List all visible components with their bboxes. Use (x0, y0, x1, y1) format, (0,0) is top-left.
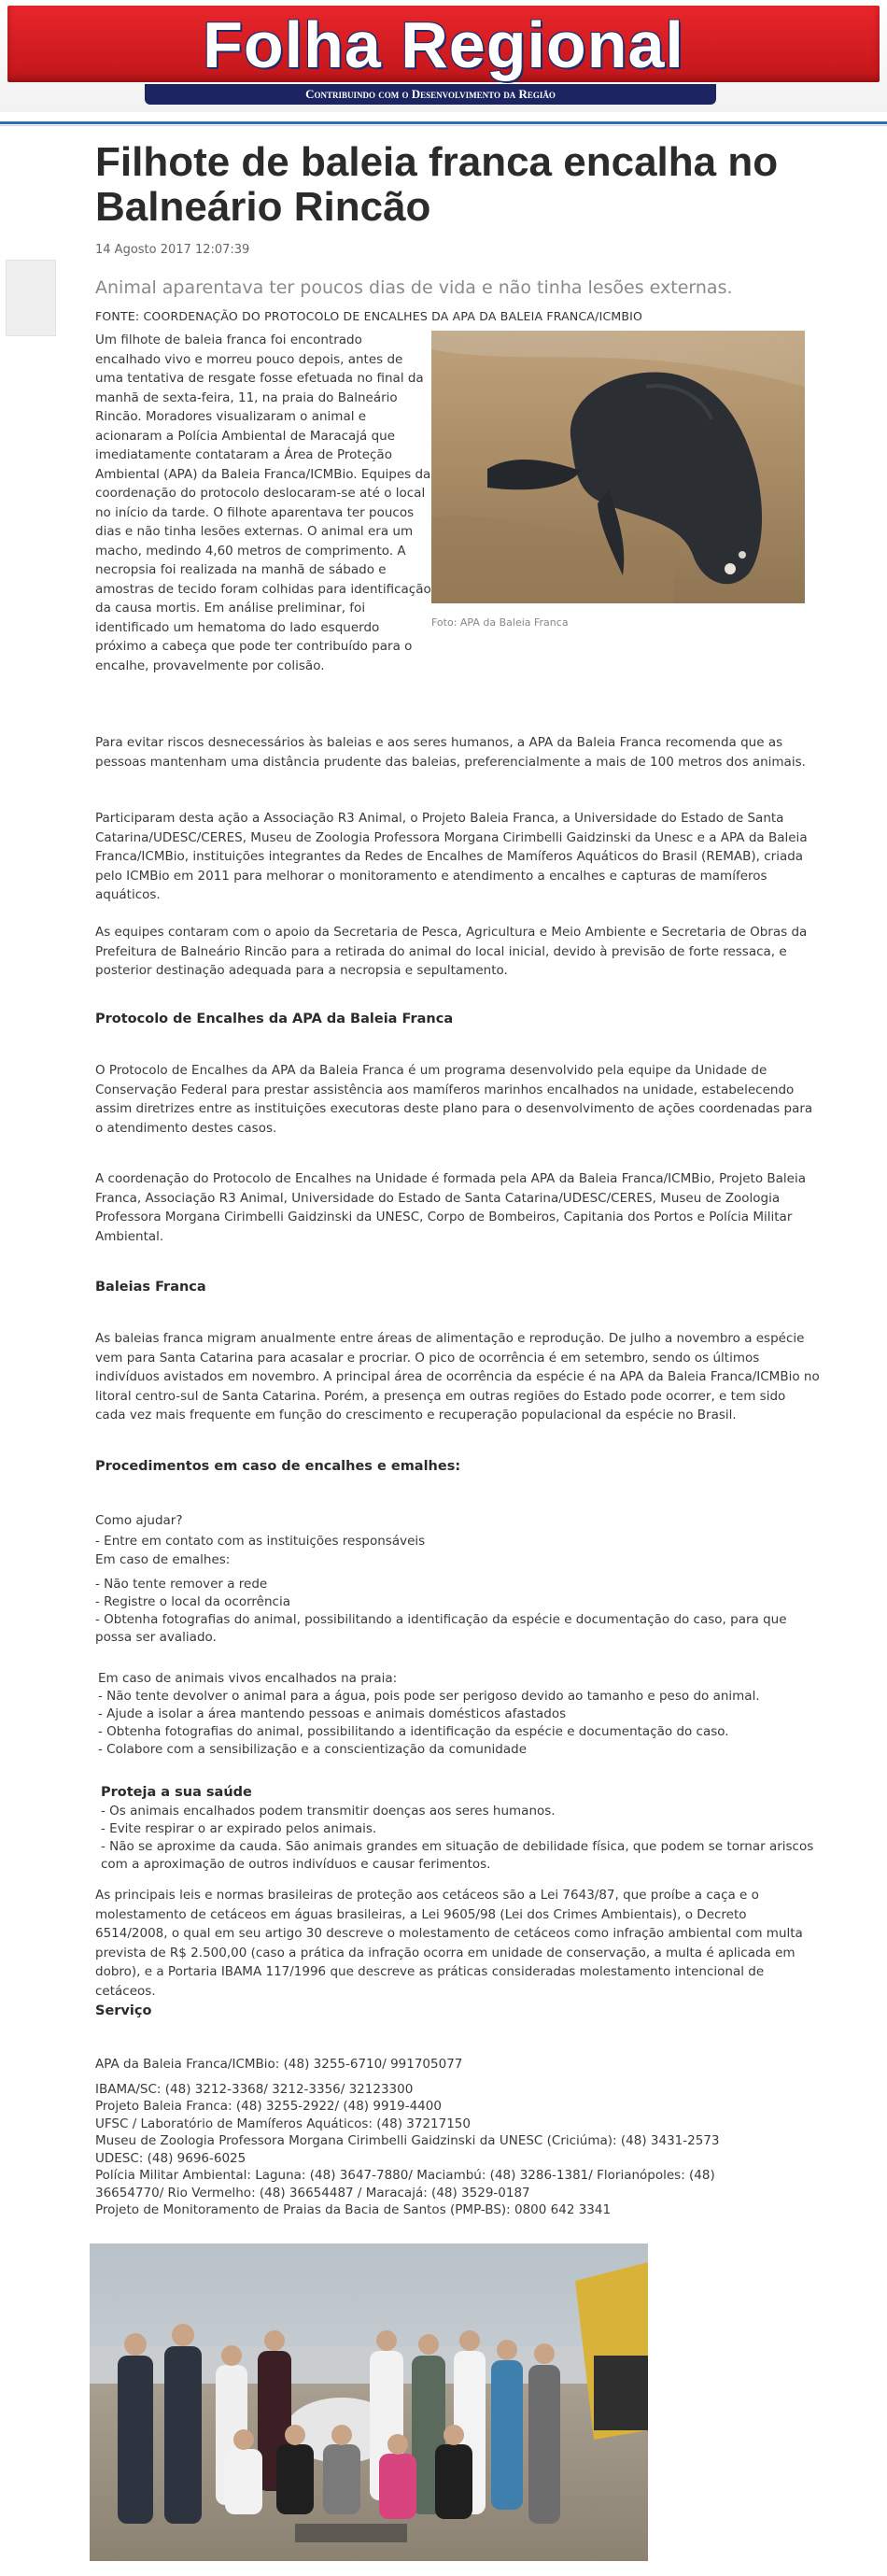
article-title: Filhote de baleia franca encalha no Balneário Rincão (95, 139, 779, 230)
list-item: - Não se aproxime da cauda. São animais grandes em situação de debilidade física, que podem se tornar ariscos com a aproximação de outros indivíduos e causar ferimentos. (101, 1839, 814, 1872)
contact-item: APA da Baleia Franca/ICMBio: (48) 3255-6710/ 991705077 (95, 2057, 463, 2072)
photo-caption: Foto: APA da Baleia Franca (431, 616, 569, 629)
intro-paragraph: Um filhote de baleia franca foi encontrado encalhado vivo e morreu pouco depois, antes de uma tentativa de resgate fosse efetuada no final da manhã de sexta-feira, 11, na praia do Balneário Rincão. Moradores visualizaram o animal e acionaram a Polícia Ambiental de Maracajá que imediatamente contataram a Área de Proteção Ambiental (APA) da Baleia Franca/ICMBio. Equipes da coordenação do protocolo deslocaram-se até o local no início da tarde. O filhote aparentava ter poucos dias e não tinha lesões externas. O animal era um macho, medindo 4,60 metros de comprimento. A necropsia foi realizada na manhã de sábado e amostras de tecido foram colhidas para identificação da causa mortis. Em análise preliminar, foi identificado um hematoma do lado esquerdo próximo a cabeça que pode ter contribuído para o encalhe, provavelmente por colisão. (95, 333, 431, 673)
vivos-title: Em caso de animais vivos encalhados na praia: (98, 1671, 398, 1686)
list-item: - Não tente devolver o animal para a água, pois pode ser perigoso devido ao tamanho e peso do animal. (98, 1689, 760, 1704)
section-heading (95, 1280, 820, 1295)
team-photo (90, 2243, 648, 2561)
body-section (95, 733, 820, 771)
share-sidebar[interactable] (6, 260, 56, 336)
emalhes-title: Em caso de emalhes: (95, 1552, 231, 1567)
heading-servico: Serviço (95, 2003, 152, 2018)
heading-saude: Proteja a sua saúde (101, 1785, 252, 1800)
body-section (95, 809, 820, 905)
contact-item: UDESC: (48) 9696-6025 (95, 2150, 246, 2166)
heading-procedimentos: Procedimentos em caso de encalhes e emalhes: (95, 1459, 461, 1474)
list-item: - Colabore com a sensibilização e a conscientização da comunidade (98, 1742, 528, 1757)
article-intro (95, 331, 820, 676)
list-item: - Obtenha fotografias do animal, possibilitando a identificação da espécie e documentação do caso. (98, 1724, 729, 1739)
vivos-list (98, 1670, 823, 1759)
paragraph-coordenacao: A coordenação do Protocolo de Encalhes na Unidade é formada pela APA da Baleia Franca/ICMBio, Projeto Baleia Franca, Associação R3 Animal, Universidade do Estado de Santa Catarina/UDESC/CERES, Museu de Zoologia Professora Morgana Cirimbelli Gaidzinski da UNESC, Corpo de Bombeiros, Capitania dos Portos e Polícia Militar Ambiental. (95, 1171, 806, 1244)
list-item: - Registre o local da ocorrência (95, 1594, 290, 1609)
section-heading (95, 1012, 820, 1026)
site-header (0, 0, 887, 112)
whale-calf-photo (431, 331, 805, 603)
heading-baleias: Baleias Franca (95, 1280, 206, 1295)
article (95, 140, 820, 676)
site-title: Folha Regional (203, 8, 684, 81)
contact-item: IBAMA/SC: (48) 3212-3368/ 3212-3356/ 32123300 (95, 2081, 414, 2097)
list-item: - Obtenha fotografias do animal, possibilitando a identificação da espécie e documentação do caso, para que possa ser avaliado. (95, 1612, 787, 1645)
body-section (95, 1329, 820, 1425)
paragraph-leis: As principais leis e normas brasileiras de proteção aos cetáceos são a Lei 7643/87, que proíbe a caça e o molestamento de cetáceos em águas brasileiras, a Lei 9605/98 (Lei dos Crimes Ambientais), o Decreto 6514/2008, o qual em seu artigo 30 descreve o molestamento de cetáceos como infração ambiental com multa prevista de R$ 2.500,00 (caso a prática da infração ocorra em unidade de conservação, a multa é aplicada em dobro), e a Portaria IBAMA 117/1996 que descreve as práticas consideradas molestamento intencional de cetáceos. (95, 1888, 803, 1999)
list-item: - Ajude a isolar a área mantendo pessoas e animais domésticos afastados (98, 1706, 567, 1721)
paragraph-baleias: As baleias franca migram anualmente entre áreas de alimentação e reprodução. De julho a novembro a espécie vem para Santa Catarina para acasalar e procriar. O pico de ocorrência é em setembro, sendo os últimos indivíduos avistados em novembro. A principal área de ocorrência da espécie é na APA da Baleia Franca/ICMBio no litoral centro-sul de Santa Catarina. Porém, a presença em outras regiões do Estado pode ocorrer, e tem sido cada vez mais frequente em função do crescimento e recuperação populacional da espécie no Brasil. (95, 1331, 820, 1422)
site-logo[interactable] (7, 6, 880, 82)
list-item: - Não tente remover a rede (95, 1577, 268, 1592)
list-item: - Os animais encalhados podem transmitir doenças aos seres humanos. (101, 1804, 556, 1819)
saude-list (101, 1785, 825, 1874)
header-divider-light (0, 125, 887, 126)
contact-item: Museu de Zoologia Professora Morgana Cirimbelli Gaidzinski da UNESC (Criciúma): (48) 3431-2573 (95, 2133, 720, 2148)
article-source: FONTE: COORDENAÇÃO DO PROTOCOLO DE ENCALHES DA APA DA BALEIA FRANCA/ICMBIO (95, 309, 643, 323)
como-ajudar-title: Como ajudar? (95, 1513, 183, 1528)
paragraph-distance: Para evitar riscos desnecessários às baleias e aos seres humanos, a APA da Baleia Franca recomenda que as pessoas mantenham uma distância prudente das baleias, preferencialmente a mais de 100 metros dos animais. (95, 735, 806, 770)
contact-item: Projeto Baleia Franca: (48) 3255-2922/ (48) 9919-4400 (95, 2099, 442, 2114)
header-divider (0, 121, 887, 124)
body-section (95, 1061, 820, 1138)
list-item: - Entre em contato com as instituições responsáveis (95, 1534, 426, 1549)
article-date: 14 Agosto 2017 12:07:39 (95, 243, 250, 257)
site-tagline: Contribuindo com o Desenvolvimento da Região (145, 84, 716, 105)
contact-item: Projeto de Monitoramento de Praias da Bacia de Santos (PMP-BS): 0800 642 3341 (95, 2202, 612, 2217)
contact-item: Polícia Militar Ambiental: Laguna: (48) 3647-7880/ Maciambú: (48) 3286-1381/ Florianópoles: (48) 36654770/ Rio Vermelho: (48) 36654487 / Maracajá: (48) 3529-0187 (95, 2168, 715, 2201)
section-heading (95, 2003, 820, 2018)
heading-protocolo: Protocolo de Encalhes da APA da Baleia Franca (95, 1012, 454, 1026)
paragraph-support: As equipes contaram com o apoio da Secretaria de Pesca, Agricultura e Meio Ambiente e Secretaria de Obras da Prefeitura de Balneário Rincão para a retirada do animal do local inicial, devido à previsão de forte ressaca, e posterior destinação adequada para a necropsia e sepultamento. (95, 925, 808, 978)
section-heading (95, 1459, 820, 1474)
body-section (95, 923, 820, 981)
body-section (95, 1886, 820, 2001)
help-list (95, 1512, 820, 1647)
body-section (95, 1169, 820, 1246)
article-subtitle: Animal aparentava ter poucos dias de vida e não tinha lesões externas. (95, 277, 733, 298)
paragraph-participants: Participaram desta ação a Associação R3 Animal, o Projeto Baleia Franca, a Universidade do Estado de Santa Catarina/UDESC/CERES, Museu de Zoologia Professora Morgana Cirimbelli Gaidzinski da Unesc e a APA da Baleia Franca/ICMBio, instituições integrantes da Redes de Encalhes de Mamíferos Aquáticos do Brasil (REMAB), criada pelo ICMBio em 2011 para melhorar o monitoramento e atendimento a encalhes e capturas de mamíferos aquáticos. (95, 811, 808, 902)
paragraph-protocolo: O Protocolo de Encalhes da APA da Baleia Franca é um programa desenvolvido pela equipe da Unidade de Conservação Federal para prestar assistência aos mamíferos marinhos encalhados na unidade, estabelecendo assim diretrizes entre as instituições executoras deste plano para o desenvolvimento de ações coordenadas para o atendimento destes casos. (95, 1063, 813, 1136)
list-item: - Evite respirar o ar expirado pelos animais. (101, 1821, 377, 1836)
contact-item: UFSC / Laboratório de Mamíferos Aquáticos: (48) 37217150 (95, 2116, 471, 2131)
contact-list (95, 2056, 786, 2219)
